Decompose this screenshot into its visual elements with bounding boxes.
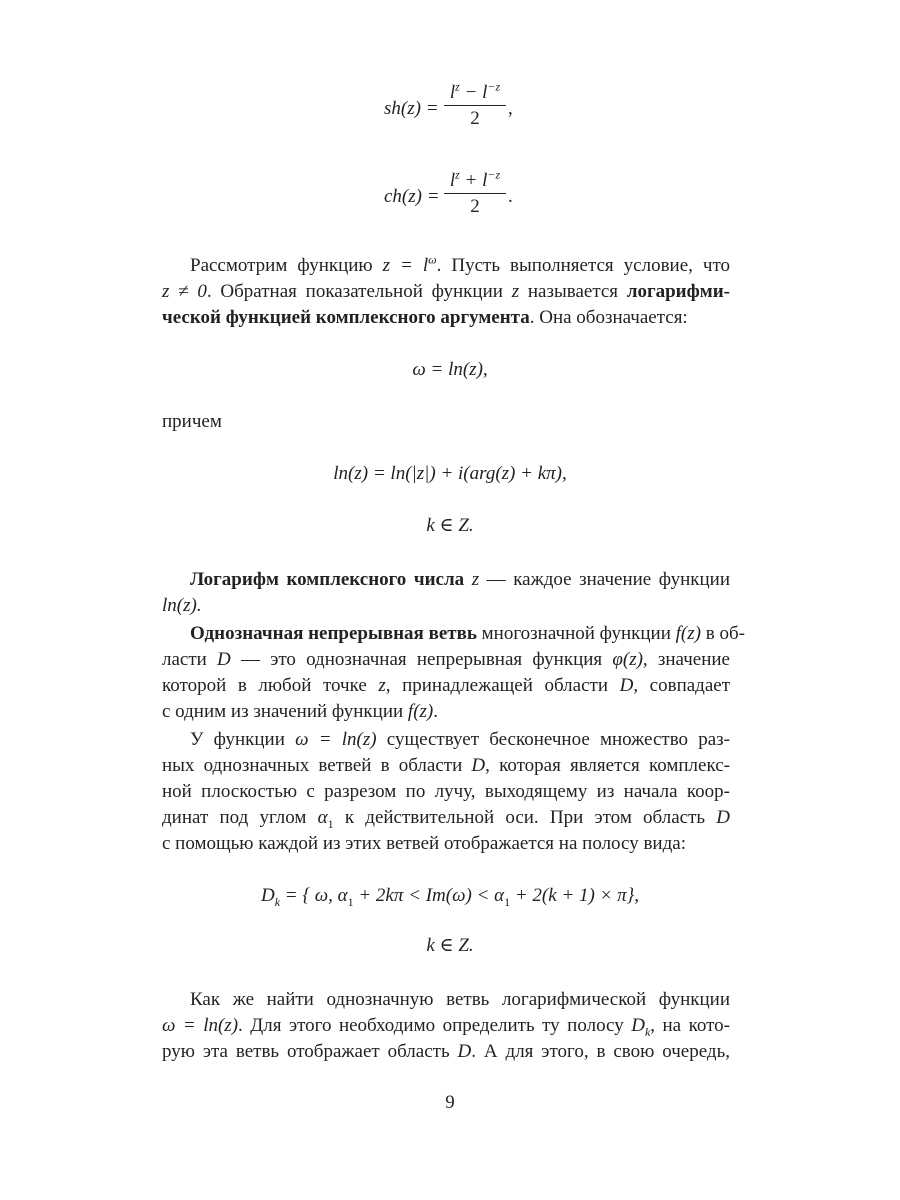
math: D — [471, 755, 486, 776]
equation-k-in-z: k ∈ Z. — [426, 515, 474, 536]
text: . Пусть выполняется условие, что — [436, 255, 730, 276]
text: с одним из значений функции — [162, 701, 408, 722]
math: D — [716, 807, 730, 828]
text: . А для этого, в свою очередь, — [471, 1041, 730, 1062]
formula-ch-tail: . — [508, 186, 513, 207]
text: многозначной функции — [476, 623, 676, 644]
text: Рассмотрим функцию — [190, 255, 383, 276]
math-sub: k — [644, 1024, 651, 1039]
math-sub: 1 — [347, 894, 354, 909]
math: D — [457, 1041, 472, 1062]
formula-ch-lhs: ch(z) = — [384, 186, 440, 207]
text: , на кото- — [650, 1015, 730, 1036]
fraction-bar — [444, 193, 506, 194]
text: к действительной оси. При этом область — [333, 807, 717, 828]
fraction-bar — [444, 105, 506, 106]
paragraph-line: с помощью каждой из этих ветвей отображается на полосу вида: — [162, 833, 686, 854]
paragraph-line — [190, 622, 745, 646]
math: f(z) — [675, 623, 701, 644]
text: рую эта ветвь отображает область — [162, 1041, 458, 1062]
term-bold: логарифми- — [626, 281, 730, 302]
formula-sh-tail: , — [508, 98, 513, 119]
equation-k-in-z: k ∈ Z. — [426, 935, 474, 956]
math: + 2kπ < Im(ω) < α — [353, 885, 505, 906]
text: , значение — [642, 649, 730, 670]
text: — это однозначная непрерывная функция — [230, 649, 613, 670]
math: φ(z) — [612, 649, 643, 670]
text: динат под углом — [162, 807, 318, 828]
math: z — [378, 675, 386, 696]
math: D — [619, 675, 634, 696]
equation-omega: ω = ln(z), — [412, 359, 488, 380]
math: ω = ln(z) — [295, 729, 377, 750]
paragraph-line — [162, 674, 730, 698]
text: ных однозначных ветвей в области — [162, 755, 472, 776]
paragraph-line — [162, 280, 730, 304]
math: D — [217, 649, 231, 670]
word-prichem: причем — [162, 411, 222, 432]
text: называется — [519, 281, 627, 302]
math: z — [511, 281, 520, 302]
text: — каждое значение функции — [479, 569, 731, 590]
math: D — [260, 885, 275, 906]
term-bold: Однозначная непрерывная ветвь — [190, 623, 477, 644]
paragraph-line — [162, 306, 730, 330]
paragraph-line — [190, 568, 730, 592]
paragraph-line: Как же найти однозначную ветвь логарифмической функции — [190, 989, 730, 1010]
formula-sh-fraction — [444, 79, 506, 130]
math: = { ω, α — [280, 885, 348, 906]
text: . — [433, 701, 438, 722]
term-bold: ческой функцией комплексного аргумента — [162, 307, 530, 328]
text: в об- — [700, 623, 745, 644]
formula-sh — [384, 79, 544, 142]
paragraph-line — [162, 806, 730, 830]
paragraph-line — [190, 728, 730, 752]
paragraph-line: ln(z). — [162, 595, 202, 616]
math-sub: k — [274, 894, 281, 909]
math: D — [631, 1015, 645, 1036]
text: которой в любой точке — [162, 675, 379, 696]
formula-sh-numerator: $l^z - l^{-z}$ — [449, 79, 501, 103]
text: , совпадает — [633, 675, 731, 696]
paragraph-line — [190, 254, 730, 278]
formula-ch-fraction — [444, 167, 506, 218]
math-sub: 1 — [327, 816, 334, 831]
text: существует бесконечное множество раз- — [376, 729, 730, 750]
math: f(z) — [407, 701, 434, 722]
math: z = l — [382, 255, 429, 276]
formula-ch-denominator: 2 — [470, 196, 480, 217]
page-number: 9 — [445, 1092, 455, 1113]
math: + 2(k + 1) × π}, — [510, 885, 640, 906]
text: ласти — [162, 649, 218, 670]
term-bold: Логарифм комплексного числа — [190, 569, 465, 590]
text: У функции — [190, 729, 296, 750]
math: ω = ln(z) — [162, 1015, 239, 1036]
formula-ch-numerator: $l^z + l^{-z}$ — [449, 167, 501, 191]
paragraph-line — [162, 648, 730, 672]
formula-sh-lhs: sh(z) = — [384, 98, 439, 119]
equation-ln: ln(z) = ln(|z|) + i(arg(z) + kπ), — [333, 463, 567, 484]
text: . Обратная показательной функции — [206, 281, 512, 302]
math: z — [471, 569, 480, 590]
paragraph-line — [162, 1040, 730, 1064]
math-sup: ω — [428, 252, 437, 267]
text: , которая является комплекс- — [485, 755, 730, 776]
math-sub: 1 — [504, 894, 511, 909]
paragraph-line — [162, 754, 730, 778]
formula-sh-denominator: 2 — [470, 108, 480, 129]
paragraph-line — [162, 700, 730, 724]
equation-dk — [0, 884, 900, 908]
text: . Она обозначается: — [529, 307, 688, 328]
formula-ch — [384, 167, 544, 230]
math: α — [317, 807, 328, 828]
text: , принадлежащей области — [385, 675, 620, 696]
paragraph-line — [162, 1014, 730, 1038]
text: . Для этого необходимо определить ту полосу — [238, 1015, 632, 1036]
math: z ≠ 0 — [162, 281, 207, 302]
paragraph-line: ной плоскостью с разрезом по лучу, выходящему из начала коор- — [162, 781, 730, 802]
